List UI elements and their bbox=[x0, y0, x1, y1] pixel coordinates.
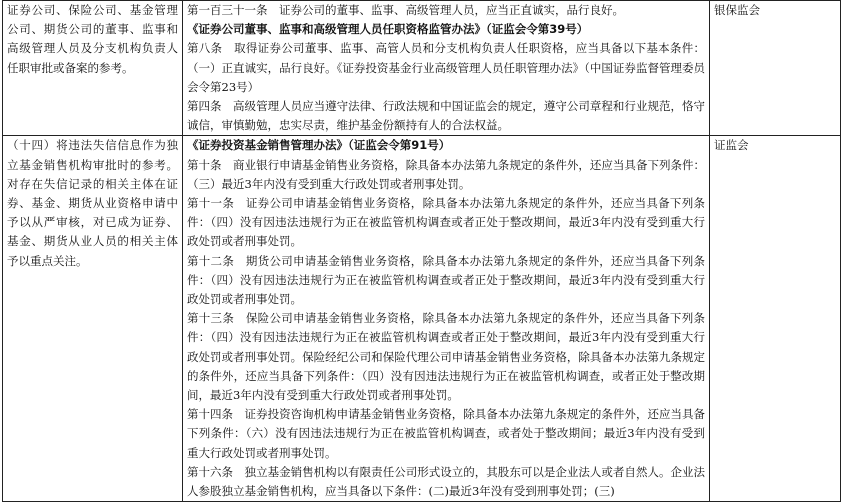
authority-cell: 银保监会 bbox=[710, 1, 841, 136]
matter-cell: 证券公司、保险公司、基金管理公司、期货公司的董事、监事和高级管理人员及分支机构负责人任职审批或备案的参考。 bbox=[3, 1, 183, 136]
basis-cell bbox=[183, 1, 710, 136]
regulation-title: 《证券投资基金销售管理办法》（证监会令第91号） bbox=[187, 138, 451, 153]
table-row bbox=[3, 1, 841, 136]
basis-paragraph: 第十三条 保险公司申请基金销售业务资格，除具备本办法第九条规定的条件外，还应当具备下列条件：（四）没有因违法违规行为正在被监管机构调查或者正处于整改期间，最近3年内没有受到重大行政处罚或者刑事处罚。保险经纪公司和保险代理公司申请基金销售业务资格，除具备本办法第九条规定的条件外，还应当具备下列条件：（四）没有因违法违规行为正在被监管机构调查，或者正处于整改期间，最近3年内没有受到重大行政处罚或者刑事处罚。 bbox=[187, 311, 705, 403]
basis-paragraph: 第十四条 证券投资咨询机构申请基金销售业务资格，除具备本办法第九条规定的条件外，还应当具备下列条件：（六）没有因违法违规行为正在被监管机构调查，或者处于整改期间；最近3年内没有受到重大行政处罚或者刑事处罚。 bbox=[187, 407, 705, 460]
table-row bbox=[3, 136, 841, 502]
document-table bbox=[2, 0, 841, 502]
basis-cell bbox=[183, 136, 710, 502]
basis-paragraph: 第十条 商业银行申请基金销售业务资格，除具备本办法第九条规定的条件外，还应当具备下列条件：（三）最近3年内没有受到重大行政处罚或者刑事处罚。 bbox=[187, 157, 705, 191]
matter-cell: （十四）将违法失信信息作为独立基金销售机构审批时的参考。对存在失信记录的相关主体在证券、基金、期货从业资格申请中予以从严审核，对已成为证券、基金、期货从业人员的相关主体予以重点关注。 bbox=[3, 136, 183, 502]
basis-paragraph: 第十二条 期货公司申请基金销售业务资格，除具备本办法第九条规定的条件外，还应当具备下列条件：（四）没有因违法违规行为正在被监管机构调查或者正处于整改期间，最近3年内没有受到重大行政处罚或者刑事处罚。 bbox=[187, 253, 705, 307]
basis-paragraph: 第一百三十一条 证券公司的董事、监事、高级管理人员，应当正直诚实，品行良好。 bbox=[187, 3, 624, 17]
authority-cell: 证监会 bbox=[710, 136, 841, 502]
regulation-title: 《证券公司董事、监事和高级管理人员任职资格监管办法》（证监会令第39号） bbox=[187, 22, 589, 37]
basis-paragraph: 第十六条 独立基金销售机构以有限责任公司形式设立的，其股东可以是企业法人或者自然人。企业法人参股独立基金销售机构，应当具备以下条件：(二)最近3年没有受到刑事处罚；(三) bbox=[187, 464, 705, 499]
basis-paragraph: 第四条 高级管理人员应当遵守法律、行政法规和中国证监会的规定，遵守公司章程和行业规范，恪守诚信，审慎勤勉，忠实尽责，维护基金份额持有人的合法权益。 bbox=[187, 99, 705, 133]
basis-paragraph: 第十一条 证券公司申请基金销售业务资格，除具备本办法第九条规定的条件外，还应当具备下列条件：（四）没有因违法违规行为正在被监管机构调查或者正处于整改期间，最近3年内没有受到重大行政处罚或者刑事处罚。 bbox=[187, 196, 705, 249]
basis-paragraph: 第八条 取得证券公司董事、监事、高管人员和分支机构负责人任职资格，应当具备以下基本条件：（一）正直诚实，品行良好。《证券投资基金行业高级管理人员任职管理办法》（中国证券监督管理委员会令第23号） bbox=[187, 41, 705, 94]
